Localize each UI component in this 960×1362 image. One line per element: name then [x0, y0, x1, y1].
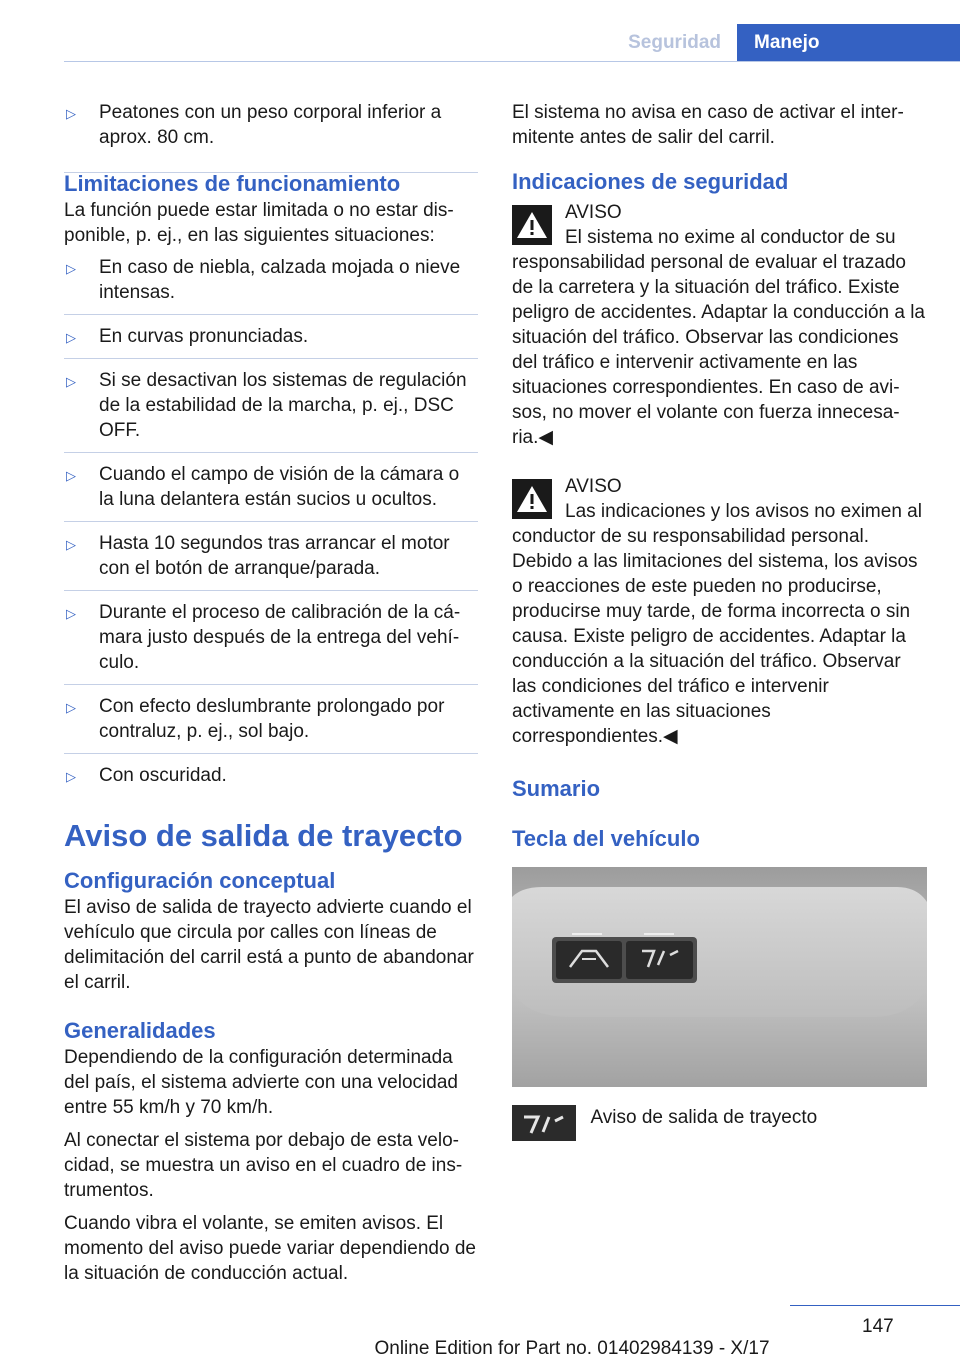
edition-text: Online Edition for Part no. 01402984139 - X/17 — [374, 1338, 770, 1359]
list-item — [64, 694, 478, 754]
safety-heading: Indicaciones de seguridad — [512, 169, 789, 194]
right-column — [512, 100, 926, 1149]
icon-caption-row — [512, 1105, 926, 1149]
list-item — [64, 100, 478, 173]
list-item — [64, 368, 478, 453]
limitations-heading: Limitaciones de funcionamiento — [64, 171, 401, 196]
vehicle-button-photo — [512, 867, 927, 1087]
lane-departure-icon — [512, 1105, 576, 1141]
warning-triangle-icon — [512, 205, 552, 245]
left-column — [64, 100, 478, 1286]
warning-text — [512, 499, 926, 749]
list-item-text: Con oscuridad. — [99, 765, 227, 786]
triangle-bullet-icon: ▷ — [66, 769, 76, 784]
list-item — [64, 255, 478, 315]
triangle-bullet-icon: ▷ — [66, 537, 76, 552]
general-heading: Generalidades — [64, 1018, 216, 1043]
triangle-bullet-icon: ▷ — [66, 606, 76, 621]
footer-rule — [790, 1305, 960, 1306]
general-paragraph-3: Cuando vibra el volante, se emiten avisos. El momento del aviso puede variar dependiendo de la situación de conducción actual. — [64, 1213, 476, 1284]
list-item-text: Hasta 10 segundos tras arrancar el motor con el botón de arranque/parada. — [99, 533, 450, 579]
concept-text: El aviso de salida de trayecto advierte cuando el vehículo que circula por calles con líneas de delimitación del carril está a punto de abandonar el carril. — [64, 897, 474, 993]
general-paragraph-2: Al conectar el sistema por debajo de esta velocidad, se muestra un aviso en el cuadro de instrumentos. — [64, 1130, 463, 1201]
list-item-text: Si se desactivan los sistemas de regulación de la estabilidad de la marcha, p. ej., DSC OFF. — [99, 370, 467, 441]
warning-triangle-icon — [512, 479, 552, 519]
summary-heading: Sumario — [512, 776, 601, 801]
warning-block — [512, 200, 926, 450]
warning-block — [512, 474, 926, 749]
warning-body: El sistema no exime al conductor de su responsabilidad personal de evaluar el trazado de la carretera y la situación del tráfico. Existe peligro de accidentes. Adaptar la conducción a la situación del tráfico. Observar las condiciones del tráfico e intervenir activamente en las situaciones correspondientes. En caso de avisos, no mover el volante con fuerza innecesaria.◀ — [512, 227, 925, 448]
section-title: Aviso de salida de trayecto — [64, 818, 463, 853]
triangle-bullet-icon: ▷ — [66, 261, 76, 276]
warning-body: Las indicaciones y los avisos no eximen al conductor de su responsabilidad personal. Debido a las limitaciones del sistema, los avisos o reacciones de este pueden no producirse, producirse muy tarde, de forma incorrecta o sin causa. Existe peligro de accidentes. Adaptar la conducción a la situación del tráfico. Observar las condiciones del tráfico e intervenir activamente en las situaciones correspondientes.◀ — [512, 501, 922, 747]
list-item — [64, 462, 478, 522]
list-item-text: Con efecto deslumbrante prolongado por contraluz, p. ej., sol bajo. — [99, 696, 445, 742]
triangle-bullet-icon: ▷ — [66, 106, 76, 121]
limitations-list — [64, 255, 478, 797]
page-number: 147 — [862, 1316, 894, 1337]
warning-text — [512, 225, 926, 450]
tab-section[interactable]: Seguridad — [628, 32, 721, 53]
list-item-text: Cuando el campo de visión de la cámara o la luna delantera están sucios u ocultos. — [99, 464, 460, 510]
concept-heading: Configuración conceptual — [64, 868, 336, 893]
list-item-text: Durante el proceso de calibración de la cámara justo después de la entrega del vehículo. — [99, 602, 461, 673]
list-item-text: Peatones con un peso corporal inferior a aprox. 80 cm. — [99, 102, 442, 148]
triangle-bullet-icon: ▷ — [66, 330, 76, 345]
general-paragraph-1: Dependiendo de la configuración determinada del país, el sistema advierte con una velocidad entre 55 km/h y 70 km/h. — [64, 1047, 458, 1118]
header-rule — [64, 61, 960, 62]
list-item — [64, 324, 478, 359]
list-item — [64, 600, 478, 685]
icon-caption: Aviso de salida de trayecto — [590, 1107, 818, 1128]
triangle-bullet-icon: ▷ — [66, 468, 76, 483]
intro-text: El sistema no avisa en caso de activar el intermitente antes de salir del carril. — [512, 102, 904, 148]
edition-footer — [0, 1338, 960, 1360]
triangle-bullet-icon: ▷ — [66, 374, 76, 389]
tab-chapter[interactable]: Manejo — [737, 24, 960, 62]
list-item-text: En caso de niebla, calzada mojada o nieve intensas. — [99, 257, 461, 303]
warning-title: AVISO — [565, 202, 622, 223]
list-item — [64, 763, 478, 797]
list-item — [64, 531, 478, 591]
triangle-bullet-icon: ▷ — [66, 700, 76, 715]
list-item-text: En curvas pronunciadas. — [99, 326, 309, 347]
limitations-intro: La función puede estar limitada o no estar disponible, p. ej., en las siguientes situaciones: — [64, 200, 454, 246]
key-heading: Tecla del vehículo — [512, 826, 700, 851]
warning-title: AVISO — [565, 476, 622, 497]
